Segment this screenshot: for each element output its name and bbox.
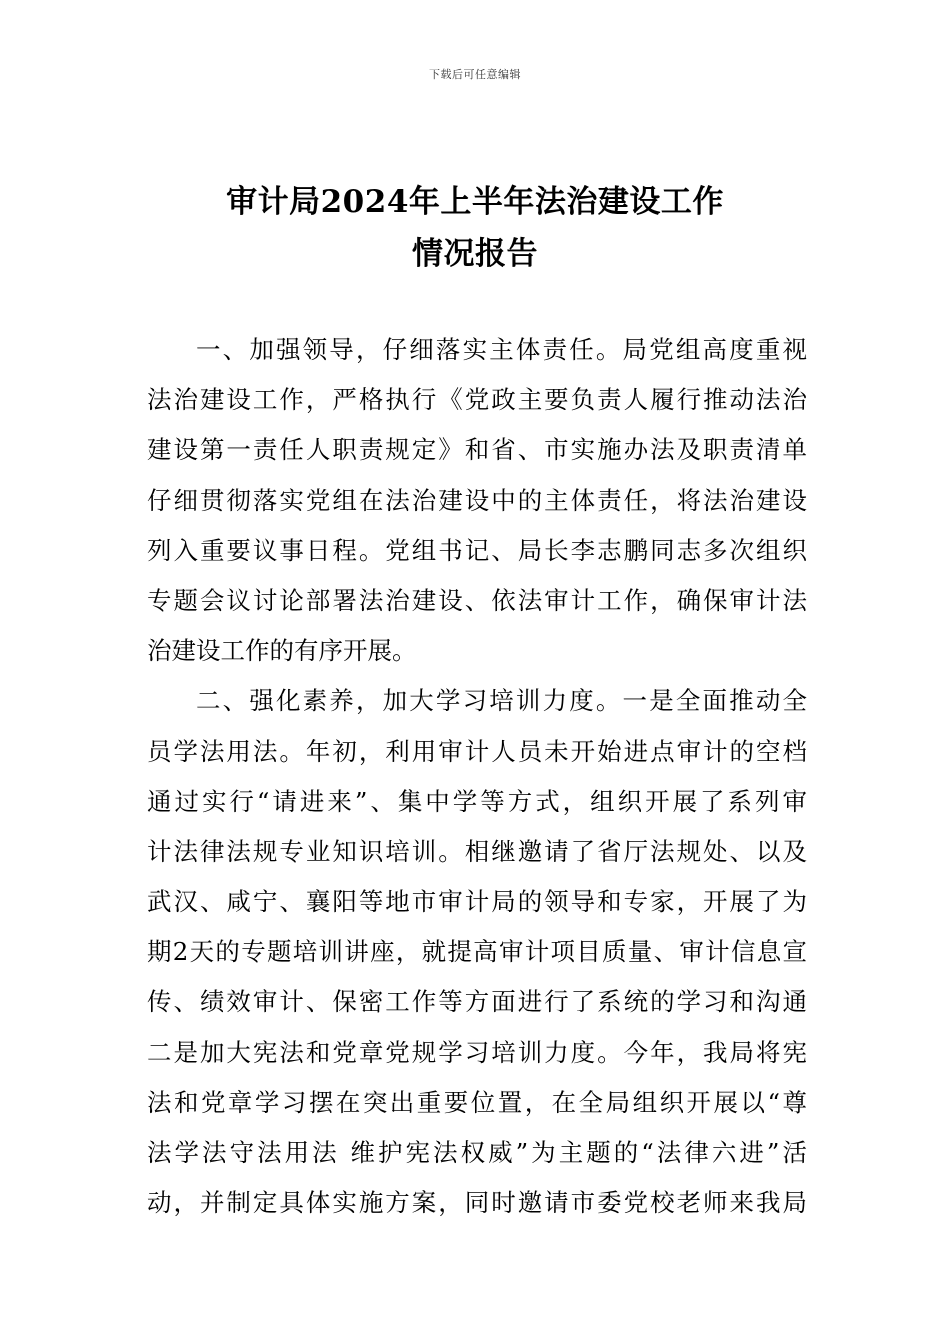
paragraph-1-line: 仔细贯彻落实党组在法治建设中的主体责任，将法治建设 <box>147 485 807 515</box>
paragraph-2-line: 动，并制定具体实施方案，同时邀请市委党校老师来我局 <box>147 1188 807 1218</box>
paragraph-2-line: 二、强化素养，加大学习培训力度。一是全面推动全 <box>196 686 807 716</box>
body-text <box>147 325 807 1228</box>
paragraph-1-line: 一、加强领导，仔细落实主体责任。局党组高度重视 <box>196 335 807 364</box>
paragraph-2-line: 期2天的专题培训讲座，就提高审计项目质量、审计信息宣 <box>147 937 807 967</box>
paragraph-2-line: 员学法用法。年初，利用审计人员未开始进点审计的空档 <box>147 736 807 766</box>
paragraph-2-line: 计法律法规专业知识培训。相继邀请了省厅法规处、以及 <box>147 836 807 866</box>
paragraph-1-line: 列入重要议事日程。党组书记、局长李志鹏同志多次组织 <box>147 535 807 565</box>
paragraph-2-line: 通过实行“请进来”、集中学等方式，组织开展了系列审 <box>147 786 807 816</box>
paragraph-2-line: 武汉、咸宁、襄阳等地市审计局的领导和专家，开展了为 <box>147 887 807 917</box>
paragraph-1-line: 治建设工作的有序开展。 <box>147 636 417 666</box>
header-note: 下载后可任意编辑 <box>429 68 521 81</box>
paragraph-2-line: 法学法守法用法 维护宪法权威”为主题的“法律六进”活 <box>147 1138 807 1167</box>
paragraph-1-line: 建设第一责任人职责规定》和省、市实施办法及职责清单 <box>147 435 807 465</box>
document-title <box>0 176 950 280</box>
paragraph-2-line: 二是加大宪法和党章党规学习培训力度。今年，我局将宪 <box>147 1037 807 1067</box>
title-line-1: 审计局2024年上半年法治建设工作 <box>226 184 724 220</box>
paragraph-2-line: 传、绩效审计、保密工作等方面进行了系统的学习和沟通 <box>147 987 807 1017</box>
paragraph-1-line: 专题会议讨论部署法治建设、依法审计工作，确保审计法 <box>147 585 807 615</box>
paragraph-1-line: 法治建设工作，严格执行《党政主要负责人履行推动法治 <box>147 385 807 415</box>
paragraph-2-line: 法和党章学习摆在突出重要位置，在全局组织开展以“尊 <box>147 1087 807 1117</box>
title-line-2: 情况报告 <box>412 236 538 272</box>
